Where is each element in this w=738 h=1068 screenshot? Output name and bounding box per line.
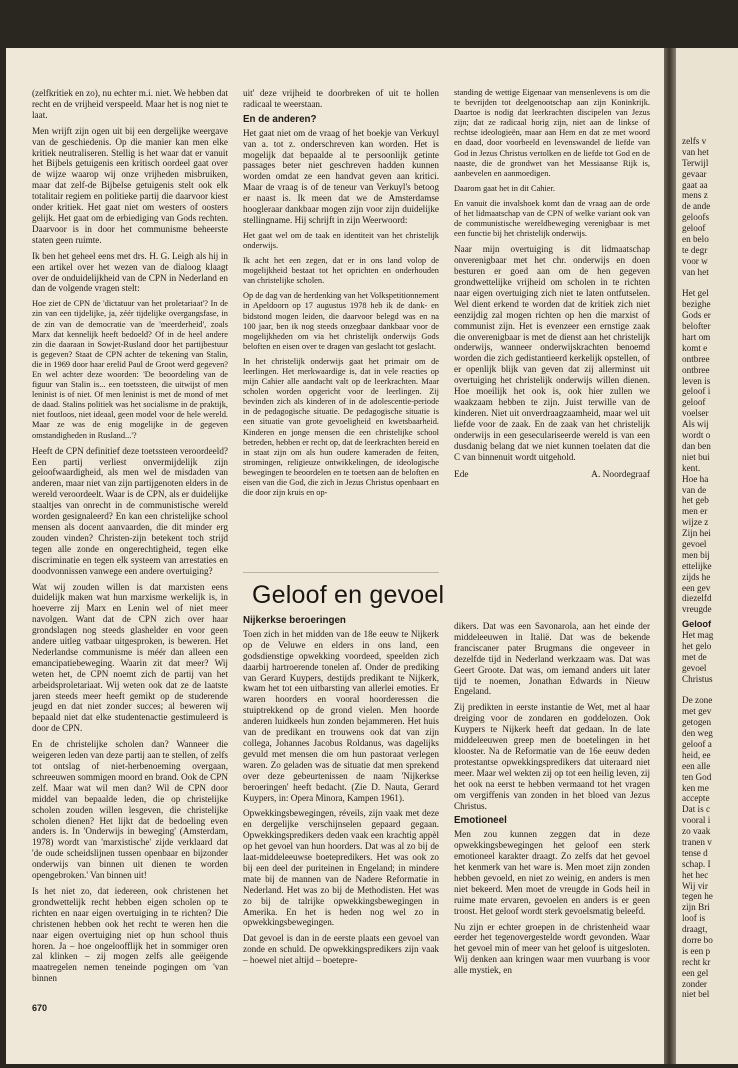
article-divider [243, 572, 439, 573]
right-page-line: Terwijl [682, 157, 709, 168]
book-gutter [664, 48, 676, 1064]
column-2-lower [243, 613, 439, 971]
col3b-paragraph: dikers. Dat was een Savonarola, aan het einde der middeleeuwen in Italië. Dat was de bekende franciscaner pater Brugmans die ongeveer in dezelfde tijd in Nederland werkzaam was. Dat was Geert Groote. Dat was, om iemand anders uit later tijd te noemen, Jonathan Edwards in Nieuw Engeland. [454, 621, 650, 697]
right-page-line: schap. I [682, 858, 711, 869]
right-page-line: een gev [682, 582, 711, 593]
right-page-line: geloof [682, 397, 706, 408]
col3b-body [454, 621, 650, 811]
right-page-line: De zone [682, 695, 713, 706]
right-page-line: ontbree [682, 353, 710, 364]
col2-paragraph: Op de dag van de herdenking van het Volkspetitionnement in Apeldoorn op 17 augustus 1978 heb ik de dank- en bidstond mogen leiden, die daarvoor belegd was en na 100 jaar, ben ik nog steeds onzegbaar dankbaar voor de mogelijkheden om via het christelijk onderwijs Gods beloften en eisen over te dragen van geslacht tot geslacht. [243, 291, 439, 351]
col1-paragraph: Men wrijft zijn ogen uit bij een dergelijke weergave van de geschiedenis. Op die manier kan men elke kritiek neutraliseren. Stellig is het waar dat er vanuit het Bijbels getuigenis een kritisch oordeel gaat over de wijze waarop wij onze vrijheden misbruiken, maar dat zelf-de Bijbelse getuigenis stelt ook elk totalitair regiem en politieke partij die daarvoor kiest onder kritiek. Het gaat niet om westers of oosters gelijk. Het gaat om de erbiediging van Gods rechten. Daarvoor is in door het communisme beheerste staten geen ruimte. [32, 125, 228, 245]
right-page-line: een alle [682, 760, 711, 771]
col1-paragraph: Heeft de CPN definitief deze toetssteen veroordeeld? Een partij verliest onvermijdelijk zijn geloofwaardigheid, als men wel de misdaden van anderen, maar niet van zijn partijgenoten elders in de wereld veroordeelt. Waar is de CPN, als er duidelijke staaltjes van onrecht in de communistische wereld worden gesignaleerd? En kan een christelijke school mensen als docent aanvaarden, die dit minder erg zouden vinden? Christen-zijn betekent toch strijd tegen alle zonde en ongerechtigheid, tegen elke discriminatie en tegen elk systeem van arrestaties en doodvonnissen vanwege een andere overtuiging? [32, 445, 228, 576]
col2-paragraph: In het christelijk onderwijs gaat het primair om de leerlingen. Het merkwaardige is, dat in vele reacties op mijn Cahier alle aandacht valt op de leerkrachten. Maar scholen worden opgericht voor de leerlingen. Zij bevinden zich als kinderen of in de adolescentie-periode in de pedagogische situatie. De pedagogische situatie is een situatie van grote gevoeligheid en kwetsbaarheid. Kinderen en jonge mensen die een christelijke school betreden, hebben er recht op, dat de leerkrachten bereid en in staat zijn om als hun oudere kameraden de feiten, stromingen, religieuze ontwikkelingen, de ideologische bewegingen te beoordelen en te toetsen aan de beloften en eisen van die God, die zich in Jezus Christus openbaart en die door zijn kruis en op- [243, 356, 440, 498]
right-page-edge [676, 48, 738, 1064]
col3-paragraph: Naar mijn overtuiging is dit lidmaatschap onverenigbaar met het chr. onderwijs en doen besturen er goed aan om de hen gegeven grondwettelijke vrijheid om scholen in te richten naar eigen overtuiging zich niet te laten ontfutselen. Wel dient erkend te worden dat de kritiek zich niet eenzijdig zal mogen richten op hen die marxist of communist zijn. Het is evenzeer een ernstige zaak die onverenigbaar is met de dienst aan het christelijk onderwijs, wanneer onderwijskrachten benoemd worden die zich gedistantieerd kerkelijk opstellen, of er openlijk blijk van geven dat zij allerminst uit overtuiging het christelijk onderwijs willen dienen. Hoe moeilijk het ook is, ook hier zullen we waakzaam hebben te zijn. Juist terwille van de kinderen. Niet uit onverdraagzaamheid, maar wel uit liefde voor de zaak. En de zaak van het christelijk onderwijs in een geseculariseerde wereld is van een dusdanig belang dat we niet kunnen toelaten dat die C van binnenuit wordt uitgehold. [454, 244, 650, 462]
right-page-line: geloof i [682, 386, 711, 397]
right-page-line: diezelfd [682, 593, 712, 604]
right-page-line: heid, ee [682, 749, 711, 760]
column-3-lower [454, 621, 650, 981]
right-page-line: het gelo [682, 640, 712, 651]
right-page-line: gaat aa [682, 179, 708, 190]
right-page-line [682, 685, 738, 696]
right-page-line: ontbree [682, 364, 710, 375]
right-page-line: geloofs [682, 212, 710, 223]
col2-paragraph: Ik acht het een zegen, dat er in ons land volop de mogelijkheid bestaat tot het oprichten en onderhouden van christelijke scholen. [243, 256, 439, 286]
col2b-paragraph: Toen zich in het midden van de 18e eeuw te Nijkerk op de Veluwe en elders in ons land, een godsdienstige opwekking voordeed, speelden zich daarbij hartroerende tonelen af. Onder de prediking van Gerard Kuypers, destijds predikant te Nijkerk, kwam het tot een uitbarsting van allerlei emoties. Er waren hoorders en vooral hoorderessen die stuiptrekkend op de grond vielen. Men hoorde anderen luidkeels hun zonden bejammeren. Het huis van de predikant en trouwens ook dat van zijn collega, Johannes Jacobus Roldanus, was dagelijks gevuld met mensen die om hun pastoraat verlegen waren. Zo geladen was de situatie dat men sprekend over deze gebeurtenissen de naam 'Nijkerkse beroeringen' heeft bedacht. (Zie D. Nauta, Gerard Kuypers, in: Opera Minora, Kampen 1961). [243, 628, 439, 803]
col2-paragraph: Het gaat niet om de vraag of het boekje van Verkuyl van a. tot z. onderschreven kan worden. Het is mogelijk dat bepaalde al te persoonlijk getinte passages beter niet geschreven hadden kunnen worden omdat ze een handvat geven aan kritici. Maar de vraag is of de teneur van Verkuyl's betoog er naast is. Ik meen dat we de Amsterdamse hoogleraar dankbaar mogen zijn voor zijn duidelijke stellingname. Hij schrijft in zijn Weerwoord: [243, 127, 439, 225]
right-page-line: Het gel [682, 288, 709, 299]
right-page-line: de ande [682, 201, 711, 212]
column-1 [32, 88, 228, 989]
right-page-line: belofter [682, 321, 711, 332]
right-page-line: getogen [682, 717, 712, 728]
col2b-body [243, 629, 439, 966]
col1-paragraph: En de christelijke scholen dan? Wanneer die weigeren leden van deze partij aan te stellen, of zelfs tot ontslag of niet-herbenoeming overgaan, schreeuwen sommigen moord en brand. Ook de CPN zelf. Maar wat wil men dan? Wil de CPN door middel van bepaalde leden, die op christelijke scholen zouden willen lesgeven, die christelijke scholen dienen? Het lijkt dat de bedoeling even anders is. In 'Onderwijs in beweging' (Amsterdam, 1978) wordt van 'marxistische' zijde verklaard dat 'de oude scheidslijnen tussen openbaar en bijzonder onderwijs van binnen uit dienen te worden opengebroken.' Van binnen uit! [32, 739, 228, 881]
right-page-line: men er [682, 506, 708, 517]
right-page-line: Als wij [682, 419, 709, 430]
right-page-line: loof is [682, 913, 706, 924]
col1-paragraph: Is het niet zo, dat iedereen, ook christenen het grondwettelijk recht hebben eigen scholen op te richten en naar eigen overtuiging in te richten? Die christenen hebben ook het recht te weren hen die naar eigen overtuiging niet op hun school thuis horen. Ja – hoe ongeloofflijk het in sommiger oren zal klinken – zij mogen zelfs alle geëigende maatregelen nemen teneinde pogingen om 'van binnen [32, 885, 228, 984]
signature-line [454, 470, 650, 481]
article-subheading: Nijkerkse beroeringen [243, 615, 346, 626]
right-page-line: van het [682, 146, 709, 157]
right-page-line: draagt, [682, 924, 708, 935]
right-page-line: met de [682, 651, 707, 662]
right-page-line: tegen he [682, 891, 713, 902]
col3b-paragraph: Zij predikten in eerste instantie de Wet, met al haar dreiging voor de zondaren en goddelozen. Ook Kuypers te Nijkerk heeft dat gedaan. In de late middeleeuwen greep men de boetelingen in het klooster. Na de Reformatie van de 16e eeuw deden protestantse opwekkingspredikers dat uiteraard niet meer. Maar wel wekten zij op tot een heilig leven, zij het ook na eerst te hebben vermaand tot het vragen om vergiffenis van zonden in het bloed van Jezus Christus. [454, 702, 650, 811]
right-page-line: geloof [682, 223, 706, 234]
right-page-line: tense d [682, 847, 708, 858]
right-page-line: komt e [682, 342, 708, 353]
right-page-line: leven is [682, 375, 711, 386]
col2b-paragraph: Dat gevoel is dan in de eerste plaats een gevoel van zonde en schuld. De opwekkingspredikers zijn vaak – hoewel niet altijd – boetepre- [243, 933, 439, 966]
right-page-line: Zijn hei [682, 528, 711, 539]
column-3 [454, 88, 650, 481]
right-page-line: mens z [682, 190, 708, 201]
right-page-line: recht kr [682, 956, 711, 967]
section-heading-emotioneel: Emotioneel [454, 815, 507, 827]
right-page-line: Wij vir [682, 880, 708, 891]
col1-paragraph: (zelfkritiek en zo), nu echter m.i. niet. We hebben dat recht en de vrijheid verspeeld. Maar het is nog niet te laat. [32, 88, 228, 120]
right-page-line: zo vaak [682, 826, 711, 837]
right-page-heading: Geloof [682, 619, 712, 630]
right-page-line: gevaar [682, 168, 707, 179]
right-page-line: voor w [682, 255, 708, 266]
right-page-line: voelser [682, 408, 709, 419]
right-page-line: gevoel [682, 538, 707, 549]
right-page-line: met gev [682, 706, 712, 717]
col2-intro: uit' deze vrijheid te doorbreken of uit te hollen radicaal te weerstaan. [243, 88, 439, 109]
col2-paragraph: Het gaat wel om de taak en identiteit van het christelijk onderwijs. [243, 230, 439, 250]
right-page-line: Hoe ha [682, 473, 709, 484]
right-page-line: kent. [682, 462, 701, 473]
right-page-line: den weg [682, 728, 713, 739]
right-page-line: Christus [682, 673, 713, 684]
col1-paragraph: Hoe ziet de CPN de 'dictatuur van het proletariaat'? In de zin van een tijdelijke, ja, zéér tijdelijke overgangsfase, in de zin van de democratie van de 'meerderheid', zoals Marx dat kennelijk heeft bedoeld? Of in de heel andere zin die daaraan in Sowjet-Rusland door het partijbestuur is gegeven? Staat de CPN achter de tekening van Stalin, die in 1969 door haar erelid Paul de Groot werd gegeven? En wel achter deze woorden: 'De beoordeling van de figuur van Stalin is... een toetssteen, die uitwijst of men leninist is of niet. Of men leninist is met de mond of met de daad. Stalins politiek was het socialisme in de praktijk, niet foutloos, niet ideaal, geen model voor de hele wereld. Maar ze was de enig mogelijke in de gegeven omstandigheden in Rusland...'? [32, 299, 228, 440]
right-page-line: een gel [682, 967, 709, 978]
right-page-line: ken me [682, 782, 709, 793]
right-page-line: geloof a [682, 738, 712, 749]
right-page-line [682, 278, 738, 289]
col2b-paragraph: Opwekkingsbewegingen, réveils, zijn vaak met deze en dergelijke verschijnselen gepaard gegaan. Opwekkingspredikers deden vaak een krachtig appèl op het gevoel van hun hoorders. Dat was al zo bij de laat-middeleeuwse boetepredikers. Het was ook zo bij een deel der puriteinen in Engeland; in mindere mate bij de mannen van de Nadere Reformatie in Nederland. Het was zo bij de Methodisten. Het was zo bij de talrijke opwekkingsbewegingen in Amerika. En het is heden nog wel zo in opwekkingsbewegingen. [243, 808, 439, 928]
signature-author: A. Noordegraaf [591, 470, 650, 481]
article-title: Geloof en gevoel [252, 581, 445, 609]
col3b_after-paragraph: Nu zijn er echter groepen in de christenheid waar eerder het tegenovergestelde wordt gevonden. Waar het gevoel min of meer van het geloof is uitgesloten. Wij denken aan kringen waar men vuurbang is voor alle mystiek, en [454, 921, 650, 976]
right-page-line: bezighe [682, 299, 711, 310]
right-page-line: Het mag [682, 630, 714, 641]
col1-paragraph: Wat wij zouden willen is dat marxisten eens duidelijk maken wat hun marxisme werkelijk is, in hoeverre zij Marx en Lenin wel of niet meer navolgen. Want dat de CPN zich over haar grondslagen nog steeds glashelder en voor geen andere uitleg vatbaar uitgesproken, is beweren. Het Nederlandse communisme is méér dan alleen een emancipatiebeweging. Waarin zit dat meer? Wij weten het, de CPN noemt zich de partij van het arbeidsproletariaat. Wij weten ook dat ze de laatste jaren steeds meer heeft gemikt op de studerende jeugd en dat niet zonder succes; al beweren wij bepaald niet dat elke studentenactie gestimuleerd is door de CPN. [32, 581, 228, 734]
right-page-line: zijn Bri [682, 902, 710, 913]
right-page-line: en belo [682, 234, 709, 245]
right-page-line: vooral i [682, 815, 711, 826]
right-page-line: ten God [682, 771, 712, 782]
right-page-line: van het [682, 266, 709, 277]
column-2 [243, 88, 439, 503]
right-page-line: wijze z [682, 517, 709, 528]
right-page-line: het hec [682, 869, 709, 880]
page-number: 670 [32, 1003, 48, 1013]
right-page-line: vreugde [682, 604, 712, 615]
right-page-line: dorre bo [682, 935, 713, 946]
right-page-line: het geb [682, 495, 709, 506]
right-page-line: accepte [682, 793, 710, 804]
signature-place: Ede [454, 470, 469, 481]
right-page-line: niet bui [682, 451, 710, 462]
right-page-line: niet bel [682, 989, 710, 1000]
col1-paragraph: Ik ben het geheel eens met drs. H. G. Leigh als hij in een artikel over het wezen van de dialoog klaagt over de onduidelijkheid van de CPN in Nederland en dan de volgende vragen stelt: [32, 250, 228, 294]
col3-paragraph: standing de wettige Eigenaar van mensenlevens is om die te bevrijden tot deelgenootschap aan zijn Koninkrijk. Daartoe is nodig dat leerkrachten discipelen van Jezus zijn; dat ze radicaal horig zijn, niet aan de linkse of rechtse ideologieën, maar aan Hem en dat ze met woord en daad, door voorbeeld en levenswandel de liefde van God in Jezus Christus vertolken en de liefde tot God en de naaste, die de grondwet van het Messiaanse Rijk is, aanbevelen en aanmoedigen. [454, 88, 650, 178]
right-page-line: tranen v [682, 837, 712, 847]
right-page-line: is een p [682, 945, 711, 956]
right-page-line: zelfs v [682, 136, 707, 146]
right-page-line: ettelijke [682, 560, 712, 571]
col3-body [454, 88, 650, 462]
right-page-line: dan ben [682, 440, 711, 451]
right-page-line: gevoel [682, 662, 707, 673]
right-page-line: Dat is c [682, 804, 711, 815]
col3-paragraph: En vanuit die invalshoek komt dan de vraag aan de orde of het lidmaatschap van de CPN of welke variant ook van de communistische wereldbeweging verenigbaar is met een functie bij het christelijk onderwijs. [454, 198, 650, 239]
right-page-line: wordt o [682, 430, 711, 441]
col2-body [243, 128, 439, 499]
col3b-body-after [454, 829, 650, 976]
right-page-line: te degr [682, 244, 708, 255]
col3b_after-paragraph: Men zou kunnen zeggen dat in deze opwekkingsbewegingen het geloof een sterk emotioneel karakter draagt. Zo zelfs dat het gevoel het kenmerk van het ware is. Men moet zijn zonden hebben gevoeld, en niet zo weinig, en anders is men niet bekeerd. Men moet de vreugde in Gods heil in ruime mate ervaren, gevoelen en anders is er geen troost. Het geloof wordt sterk gevoelsmatig beleefd. [454, 829, 650, 916]
right-page-line: zonder [682, 978, 707, 989]
right-page-line: hart om [682, 332, 711, 343]
col3-paragraph: Daarom gaat het in dit Cahier. [454, 183, 555, 193]
right-page-line: Gods er [682, 310, 711, 321]
right-page-text [682, 136, 738, 1000]
right-page-line: men bij [682, 549, 710, 560]
section-heading-en-de-anderen: En de anderen? [243, 113, 317, 125]
right-page-line: zijds he [682, 571, 711, 582]
right-page-line: van de [682, 484, 707, 495]
